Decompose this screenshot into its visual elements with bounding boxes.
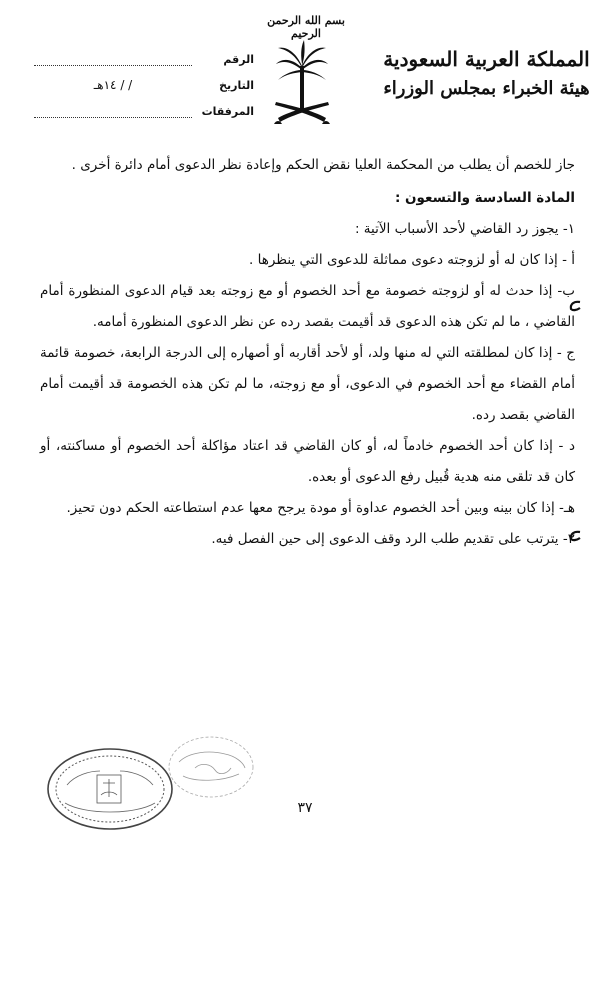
clause-1-e: هـ- إذا كان بينه وبين أحد الخصوم عداوة أو مودة يرجح معها عدم استطاعته الحكم دون تحيز. (66, 500, 575, 516)
organization-name (379, 44, 594, 104)
margin-mark-icon (568, 530, 582, 542)
date-label: التاريخ (219, 79, 254, 92)
page-number: ٣٧ (297, 800, 313, 816)
date-row (34, 66, 254, 92)
document-body (40, 150, 575, 555)
org-agency: هيئة الخبراء بمجلس الوزراء (383, 78, 590, 99)
clause-2: ٢- يترتب على تقديم طلب الرد وقف الدعوى إلى حين الفصل فيه. (211, 531, 575, 547)
article-title: المادة السادسة والتسعون : (394, 190, 575, 206)
clause-1-d: د - إذا كان أحد الخصوم خادماً له، أو كان القاضي قد اعتاد مؤاكلة أحد الخصوم أو مساكنته، أو كان قد تلقى منه هدية قُبيل رفع الدعوى أو بعده. (40, 438, 575, 485)
clause-1-c: ج - إذا كان لمطلقته التي له منها ولد، أو لأحد أقاربه أو أصهاره إلى الدرجة الرابعة، خصومة قائمة أمام القضاء مع أحد الخصوم في الدعوى، أو مع زوجته، ما لم تكن هذه الخصومة قد أقيمت أمام القاضي بقصد رده. (40, 345, 575, 423)
clause-1-b: ب- إذا حدث له أو لزوجته خصومة مع أحد الخصوم أو مع زوجته بعد قيام الدعوى المنظورة أمام القاضي ، ما لم تكن هذه الدعوى قد أقيمت بقصد رده عن نظر الدعوى المنظورة أمامه. (40, 283, 575, 330)
org-country: المملكة العربية السعودية (383, 47, 590, 71)
margin-mark-icon (568, 300, 582, 312)
number-label: الرقم (223, 53, 254, 66)
reference-block (34, 40, 254, 118)
attachments-label: المرفقات (201, 105, 254, 118)
attachments-line (34, 103, 192, 118)
attachments-row (34, 92, 254, 118)
saudi-emblem-icon (272, 40, 332, 132)
signature-stamp (165, 732, 257, 802)
date-value: / / ١٤هـ (93, 78, 133, 92)
clause-1-a: أ - إذا كان له أو لزوجته دعوى مماثلة للدعوى التي ينظرها . (249, 252, 575, 268)
number-line (34, 51, 192, 66)
official-seal-stamp (45, 745, 175, 833)
paragraph-continuation: جاز للخصم أن يطلب من المحكمة العليا نقض الحكم وإعادة نظر الدعوى أمام دائرة أخرى . (71, 157, 575, 173)
number-row (34, 40, 254, 66)
clause-1: ١- يجوز رد القاضي لأحد الأسباب الآتية : (354, 221, 575, 237)
basmala: بسم الله الرحمن الرحيم (267, 14, 345, 40)
